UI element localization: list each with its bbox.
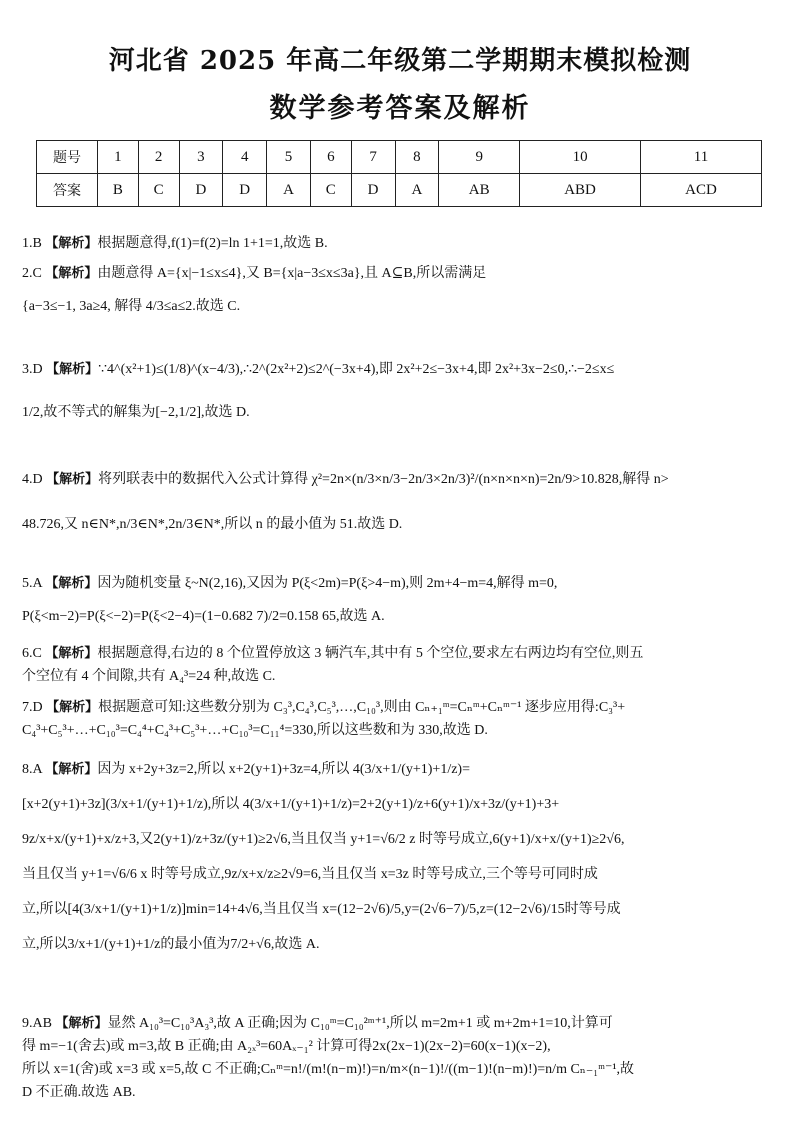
analysis-tag: 【解析】 — [46, 362, 99, 377]
solution-id: 1.B — [22, 236, 42, 251]
analysis-tag: 【解析】 — [45, 646, 98, 661]
question-number: 3 — [179, 141, 223, 174]
solution-line: 根据题意得,f(1)=f(2)=ln 1+1=1,故选 B. — [97, 236, 328, 251]
solution-line: 因为 x+2y+3z=2,所以 x+2(y+1)+3z=4,所以 4(3/x+1/(y+1)+1/z)= — [97, 762, 470, 777]
solution-line: 由题意得 A={x|−1≤x≤4},又 B={x|a−3≤x≤3a},且 A⊆B,所以需满足 — [97, 266, 487, 281]
answer-cell: A — [395, 174, 439, 207]
row-label-answer: 答案 — [37, 174, 98, 207]
analysis-tag: 【解析】 — [45, 236, 98, 251]
answer-cell: A — [267, 174, 311, 207]
solution-line: ∵4^(x²+1)≤(1/8)^(x−4/3),∴2^(2x²+2)≤2^(−3x+4),即 2x²+2≤−3x+4,即 2x²+3x−2≤0,∴−2≤x≤ — [98, 362, 615, 377]
analysis-tag: 【解析】 — [46, 700, 99, 715]
solution-id: 8.A — [22, 762, 42, 777]
solution-line: 显然 A₁₀³=C₁₀³A₃³,故 A 正确;因为 C₁₀ᵐ=C₁₀²ᵐ⁺¹,所以 m=2m+1 或 m+2m+1=10,计算可 — [107, 1016, 613, 1031]
solution-5 — [22, 572, 774, 628]
solution-line: 将列联表中的数据代入公式计算得 χ²=2n×(n/3×n/3−2n/3×2n/3)²/(n×n×n×n)=2n/9>10.828,解得 n> — [98, 472, 669, 487]
solution-line: 9z/x+x/(y+1)+x/z+3,又2(y+1)/z+3z/(y+1)≥2√6,当且仅当 y+1=√6/2 z 时等号成立,6(y+1)/x+x/(y+1)≥2√6, — [22, 832, 625, 847]
solution-line: 得 m=−1(舍去)或 m=3,故 B 正确;由 A₂ₓ³=60Aₓ₋₁² 计算可得2x(2x−1)(2x−2)=60(x−1)(x−2), — [22, 1039, 551, 1054]
solution-line: P(ξ<m−2)=P(ξ<−2)=P(ξ<2−4)=(1−0.682 7)/2=0.158 65,故选 A. — [22, 609, 385, 624]
row-label-number: 题号 — [37, 141, 98, 174]
solution-line: 立,所以[4(3/x+1/(y+1)+1/z)]min=14+4√6,当且仅当 x=(12−2√6)/5,y=(2√6−7)/5,z=(12−2√6)/15时等号成 — [22, 902, 621, 917]
solution-line: {a−3≤−1, 3a≥4, 解得 4/3≤a≤2.故选 C. — [22, 299, 241, 314]
question-number: 8 — [395, 141, 439, 174]
document-title: 河北省 2025 年高二年级第二学期期末模拟检测 — [108, 46, 692, 76]
solution-line: 根据题意得,右边的 8 个位置停放这 3 辆汽车,其中有 5 个空位,要求左右两边均有空位,则五 — [97, 646, 644, 661]
solution-7 — [22, 696, 774, 742]
answer-cell: C — [310, 174, 351, 207]
solution-id: 2.C — [22, 266, 42, 281]
solution-line: 立,所以3/x+1/(y+1)+1/z的最小值为7/2+√6,故选 A. — [22, 937, 320, 952]
question-number: 4 — [223, 141, 267, 174]
solution-line: [x+2(y+1)+3z](3/x+1/(y+1)+1/z),所以 4(3/x+1/(y+1)+1/z)=2+2(y+1)/z+6(y+1)/x+3z/(y+1)+3+ — [22, 797, 560, 812]
question-number: 9 — [439, 141, 520, 174]
solution-line: D 不正确.故选 AB. — [22, 1085, 136, 1100]
solution-line: 48.726,又 n∈N*,n/3∈N*,2n/3∈N*,所以 n 的最小值为 51.故选 D. — [22, 517, 403, 532]
answer-cell: D — [351, 174, 395, 207]
analysis-tag: 【解析】 — [45, 762, 98, 777]
solution-line: 所以 x=1(舍)或 x=3 或 x=5,故 C 不正确;Cₙᵐ=n!/(m!(n−m)!)=n/m×(n−1)!/((m−1)!(n−m)!)=n/m Cₙ₋₁ᵐ⁻¹,故 — [22, 1062, 635, 1077]
solution-line: 个空位有 4 个间隙,共有 A₄³=24 种,故选 C. — [22, 669, 276, 684]
solution-9 — [22, 1012, 774, 1104]
analysis-tag: 【解析】 — [45, 266, 98, 281]
question-number: 11 — [641, 141, 762, 174]
question-number: 2 — [138, 141, 179, 174]
document-subtitle: 数学参考答案及解析 — [269, 93, 531, 124]
question-number: 10 — [520, 141, 641, 174]
solution-id: 3.D — [22, 362, 43, 377]
solution-3 — [22, 358, 774, 424]
solution-id: 4.D — [22, 472, 43, 487]
question-number: 7 — [351, 141, 395, 174]
solution-line: 当且仅当 y+1=√6/6 x 时等号成立,9z/x+x/z≥2√9=6,当且仅当 x=3z 时等号成立,三个等号可同时成 — [22, 867, 598, 882]
solution-4 — [22, 468, 774, 536]
answer-cell: AB — [439, 174, 520, 207]
solution-id: 9.AB — [22, 1016, 52, 1031]
answer-table — [36, 140, 762, 207]
table-row-numbers — [37, 141, 762, 174]
solution-2 — [22, 262, 774, 318]
question-number: 5 — [267, 141, 311, 174]
solution-id: 7.D — [22, 700, 43, 715]
answer-cell: ABD — [520, 174, 641, 207]
question-number: 1 — [98, 141, 139, 174]
solution-1 — [22, 232, 774, 255]
solution-id: 6.C — [22, 646, 42, 661]
analysis-tag: 【解析】 — [46, 472, 99, 487]
solution-8 — [22, 752, 774, 962]
question-number: 6 — [310, 141, 351, 174]
answer-cell: B — [98, 174, 139, 207]
answer-cell: D — [179, 174, 223, 207]
table-row-answers — [37, 174, 762, 207]
solution-id: 5.A — [22, 576, 42, 591]
solution-6 — [22, 642, 774, 688]
analysis-tag: 【解析】 — [55, 1016, 108, 1031]
answer-cell: ACD — [641, 174, 762, 207]
solution-line: 因为随机变量 ξ~N(2,16),又因为 P(ξ<2m)=P(ξ>4−m),则 2m+4−m=4,解得 m=0, — [97, 576, 558, 591]
solution-line: C₄³+C₅³+…+C₁₀³=C₄⁴+C₄³+C₅³+…+C₁₀³=C₁₁⁴=330,所以这些数和为 330,故选 D. — [22, 723, 488, 738]
analysis-tag: 【解析】 — [45, 576, 98, 591]
solution-line: 1/2,故不等式的解集为[−2,1/2],故选 D. — [22, 405, 250, 420]
answer-cell: D — [223, 174, 267, 207]
solution-line: 根据题意可知:这些数分别为 C₃³,C₄³,C₅³,…,C₁₀³,则由 Cₙ₊₁ᵐ=Cₙᵐ+Cₙᵐ⁻¹ 逐步应用得:C₃³+ — [98, 700, 626, 715]
answer-cell: C — [138, 174, 179, 207]
